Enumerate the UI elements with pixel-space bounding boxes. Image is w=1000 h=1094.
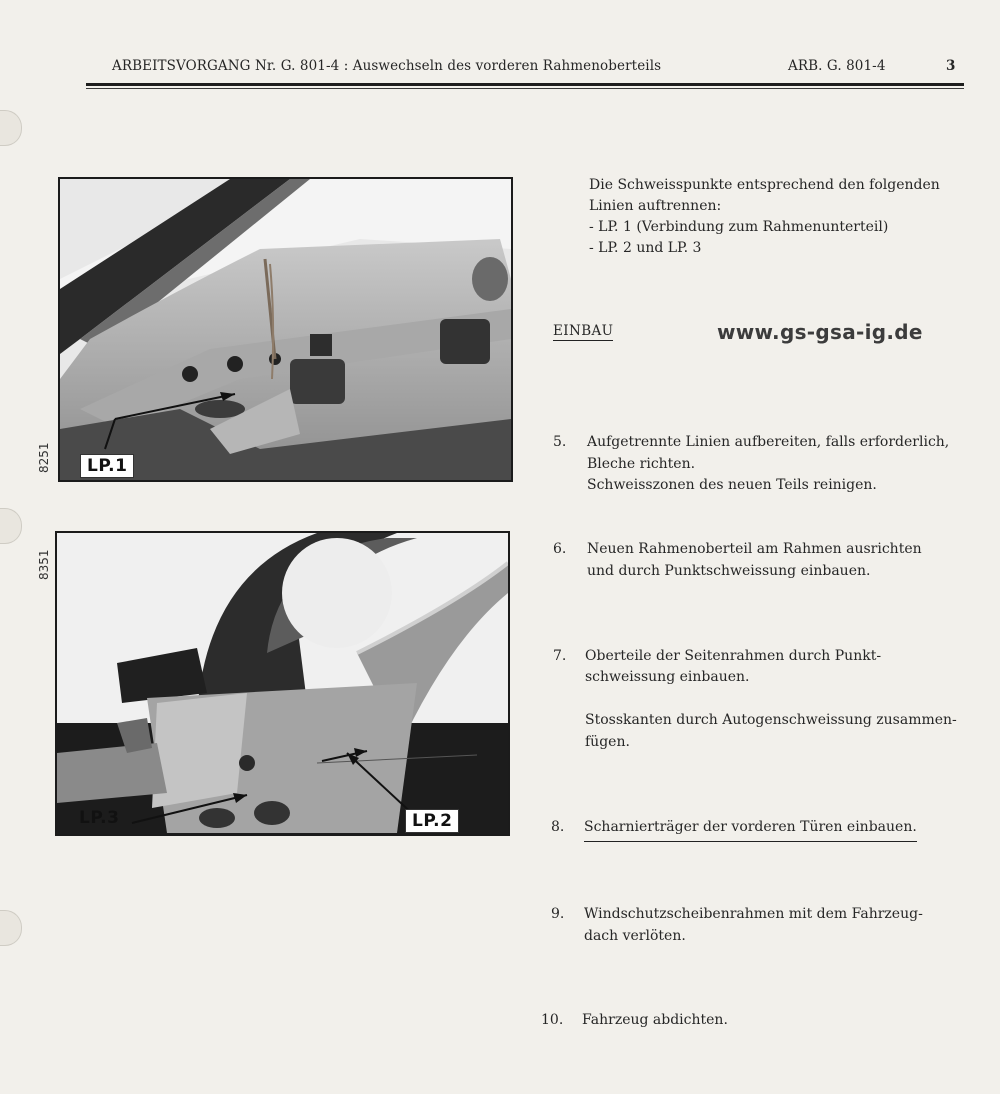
label-lp1: LP.1 (80, 454, 134, 478)
photo-1-image (60, 179, 511, 480)
step-text: Bleche richten. (587, 456, 696, 472)
header-title: ARBEITSVORGANG Nr. G. 801-4 : Auswechseln des vorderen Rahmenoberteils (112, 58, 662, 74)
step-text: dach verlöten. (584, 928, 686, 944)
intro-line: - LP. 1 (Verbindung zum Rahmenunterteil) (589, 219, 889, 235)
label-lp3: LP.3 (79, 808, 120, 828)
step-text: Aufgetrennte Linien aufbereiten, falls erforderlich, (587, 434, 950, 450)
header-reference: ARB. G. 801-4 (788, 58, 886, 74)
page-number: 3 (946, 58, 956, 74)
label-lp2: LP.2 (405, 809, 459, 833)
punch-hole (0, 910, 22, 946)
step-text: fügen. (585, 734, 630, 750)
watermark-url: www.gs-gsa-ig.de (717, 320, 923, 344)
step-number: 9. (551, 906, 565, 922)
step-number: 10. (541, 1012, 564, 1028)
header-rule-thin (86, 88, 964, 89)
header-rule (86, 83, 964, 86)
step-number: 5. (553, 434, 567, 450)
step-text: und durch Punktschweissung einbauen. (587, 563, 871, 579)
photo-1-number: 8251 (37, 442, 51, 473)
intro-line: - LP. 2 und LP. 3 (589, 240, 702, 256)
photo-2-number: 8351 (37, 549, 51, 580)
step-text: Stosskanten durch Autogenschweissung zusammen- (585, 712, 957, 728)
step-text: schweissung einbauen. (585, 669, 750, 685)
intro-line: Die Schweisspunkte entsprechend den folgenden (589, 177, 940, 193)
step-text: Windschutzscheibenrahmen mit dem Fahrzeug- (584, 906, 923, 922)
photo-2-image (57, 533, 508, 834)
step-text: Neuen Rahmenoberteil am Rahmen ausrichten (587, 541, 922, 557)
punch-hole (0, 508, 22, 544)
section-title: EINBAU (553, 323, 614, 339)
step-number: 6. (553, 541, 567, 557)
step-text: Schweisszonen des neuen Teils reinigen. (587, 477, 877, 493)
step-text: Scharnierträger der vorderen Türen einbauen. (584, 817, 917, 842)
step-number: 8. (551, 819, 565, 835)
intro-line: Linien auftrennen: (589, 198, 722, 214)
punch-hole (0, 110, 22, 146)
step-text: Fahrzeug abdichten. (582, 1012, 728, 1028)
photo-2 (55, 531, 510, 836)
step-number: 7. (553, 648, 567, 664)
step-text: Oberteile der Seitenrahmen durch Punkt- (585, 648, 882, 664)
photo-1 (58, 177, 513, 482)
